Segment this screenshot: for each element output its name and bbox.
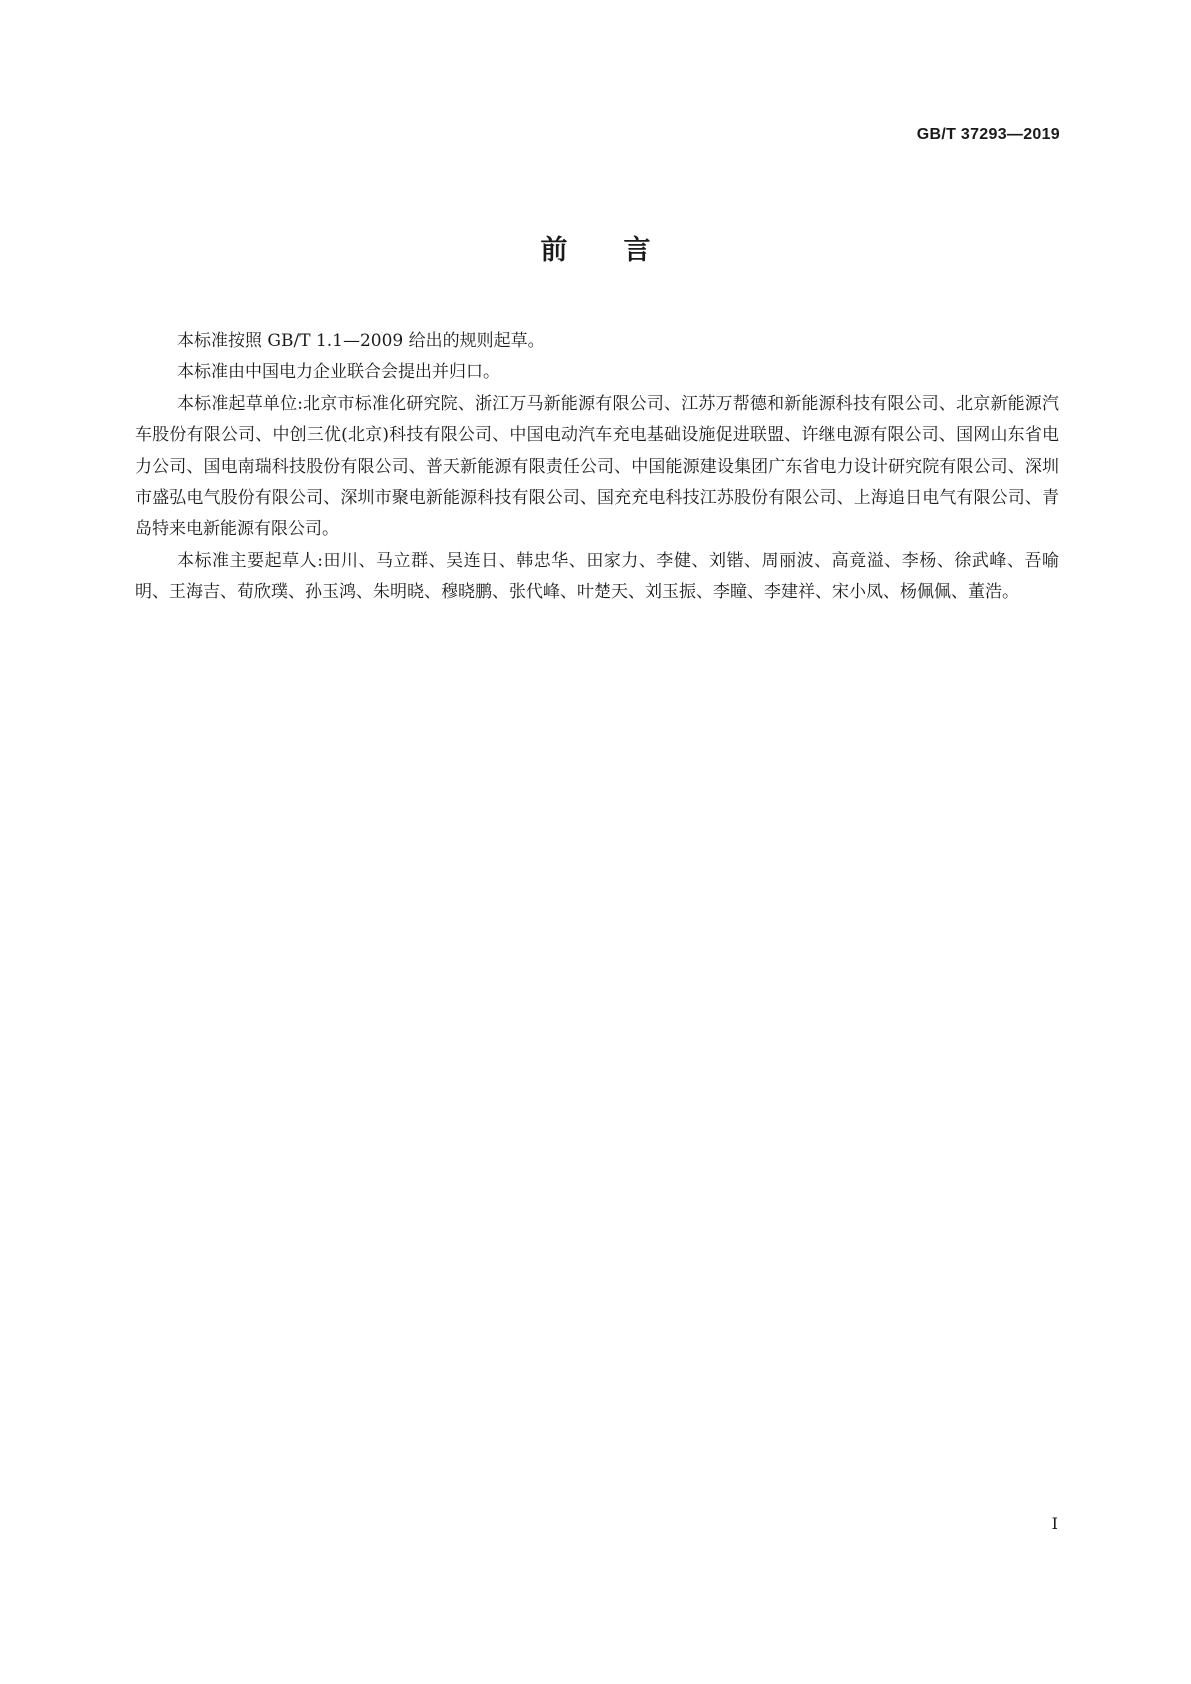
page-number: I	[1051, 1514, 1058, 1533]
paragraph-drafters: 本标准主要起草人:田川、马立群、吴连日、韩忠华、田家力、李健、刘锴、周丽波、高竟溢、李杨、徐武峰、吾喻明、王海吉、荀欣璞、孙玉鸿、朱明晓、穆晓鹏、张代峰、叶楚天、刘玉振、李瞳、李建祥、宋小凤、杨佩佩、董浩。	[135, 550, 1059, 603]
paragraph-drafting-rules: 本标准按照 GB/T 1.1—2009 给出的规则起草。	[177, 331, 545, 351]
page-title-char-1: 前	[540, 235, 568, 266]
page-title	[0, 228, 1191, 267]
standard-number: GB/T 37293—2019	[916, 126, 1060, 143]
page-title-char-2: 言	[623, 235, 651, 266]
paragraph-drafting-units: 本标准起草单位:北京市标准化研究院、浙江万马新能源有限公司、江苏万帮德和新能源科技有限公司、北京新能源汽车股份有限公司、中创三优(北京)科技有限公司、中国电动汽车充电基础设施促进联盟、许继电源有限公司、国网山东省电力公司、国电南瑞科技股份有限公司、普天新能源有限责任公司、中国能源建设集团广东省电力设计研究院有限公司、深圳市盛弘电气股份有限公司、深圳市聚电新能源科技有限公司、国充充电科技江苏股份有限公司、上海追日电气有限公司、青岛特来电新能源有限公司。	[135, 393, 1059, 540]
foreword-body	[135, 326, 1059, 609]
paragraph-proposer: 本标准由中国电力企业联合会提出并归口。	[177, 362, 500, 383]
